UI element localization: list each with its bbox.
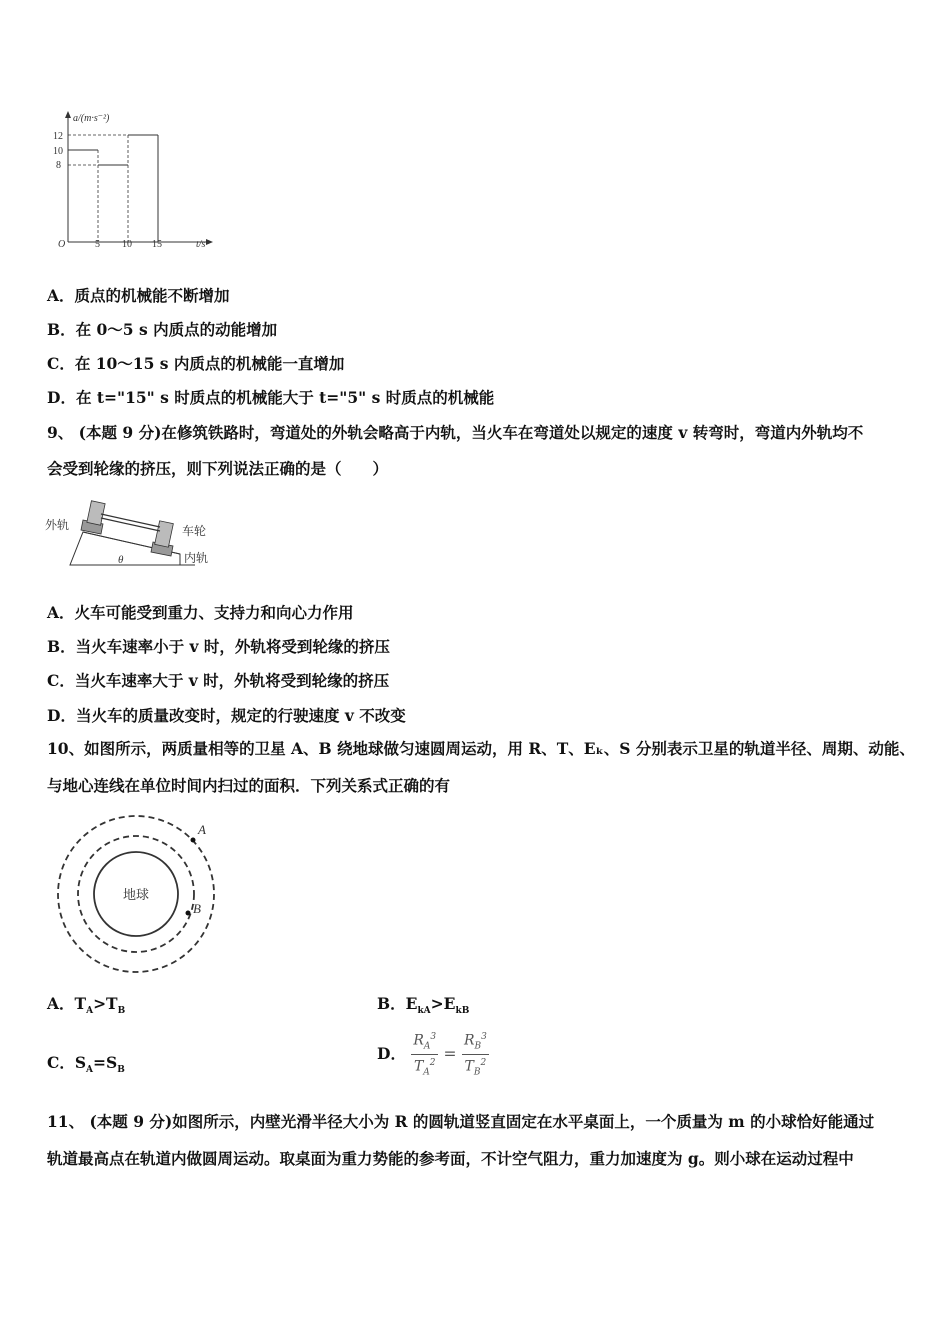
acceleration-time-graph: [48, 108, 218, 253]
q9-option-a: A．火车可能受到重力、支持力和向心力作用: [47, 603, 354, 622]
graph-xtick-5: 5: [95, 239, 100, 250]
q8-option-d: D．在 t="15" s 时质点的机械能大于 t="5" s 时质点的机械能: [47, 388, 495, 407]
label-inner-rail: 内轨: [184, 551, 209, 565]
label-wheel: 车轮: [182, 524, 207, 538]
q10-option-b: B．$E_{kA}>E_{kB}$: [377, 994, 470, 1017]
q10-option-d: D． $\frac{R_A^3}{T_A^2}$ = $\frac{R_B^3}{T_B^2}$: [377, 1029, 489, 1083]
graph-xlabel: t/s: [196, 239, 206, 250]
q9-option-c: C．当火车速率大于 v 时，外轨将受到轮缘的挤压: [47, 671, 390, 690]
q10-option-c: C．$S_A=S_B$: [47, 1053, 125, 1076]
q11-stem-line1: 11、 (本题 9 分)如图所示，内壁光滑半径大小为 R 的圆轨道竖直固定在水平桌面上，一个质量为 m 的小球恰好能通过: [47, 1112, 875, 1131]
graph-xtick-10: 10: [122, 239, 132, 250]
q9-option-b: B．当火车速率小于 v 时，外轨将受到轮缘的挤压: [47, 637, 390, 656]
earth-label: 地球: [123, 887, 150, 902]
q9-option-d: D．当火车的质量改变时，规定的行驶速度 v 不改变: [47, 706, 406, 725]
q10-stem-line1: 10、如图所示，两质量相等的卫星 A、B 绕地球做匀速圆周运动，用 R、T、Eₖ、S 分别表示卫星的轨道半径、周期、动能、: [47, 739, 915, 758]
graph-ytick-12: 12: [53, 131, 63, 142]
q10-stem-line2: 与地心连线在单位时间内扫过的面积．下列关系式正确的有: [47, 776, 451, 795]
label-outer-rail: 外轨: [45, 518, 70, 532]
q9-stem-line2: 会受到轮缘的挤压，则下列说法正确的是（ ）: [47, 459, 389, 478]
graph-origin: O: [58, 239, 66, 250]
q10-option-a: A．$T_A>T_B$: [47, 994, 126, 1017]
satellite-b-label: B: [193, 901, 201, 916]
graph-ytick-8: 8: [56, 160, 61, 171]
graph-ytick-10: 10: [53, 146, 63, 157]
label-theta: θ: [118, 554, 124, 566]
q8-option-c: C．在 10～15 s 内质点的机械能一直增加: [47, 354, 345, 373]
satellite-a-label: A: [198, 822, 206, 837]
graph-ylabel: a/(m·s⁻²): [73, 113, 110, 124]
q8-option-b: B．在 0～5 s 内质点的动能增加: [47, 320, 278, 339]
rail-curve-figure: [45, 492, 220, 572]
satellite-orbit-figure: [50, 812, 225, 977]
graph-xtick-15: 15: [152, 239, 162, 250]
q11-stem-line2: 轨道最高点在轨道内做圆周运动。取桌面为重力势能的参考面，不计空气阻力，重力加速度为 g。则小球在运动过程中: [47, 1149, 854, 1168]
fraction-b: $\frac{R_B^3}{T_B^2}$: [462, 1029, 489, 1081]
fraction-a: $\frac{R_A^3}{T_A^2}$: [411, 1029, 438, 1081]
q8-option-a: A．质点的机械能不断增加: [47, 286, 230, 305]
q9-stem-line1: 9、 (本题 9 分)在修筑铁路时，弯道处的外轨会略高于内轨，当火车在弯道处以规定的速度 v 转弯时，弯道内外轨均不: [47, 423, 864, 442]
